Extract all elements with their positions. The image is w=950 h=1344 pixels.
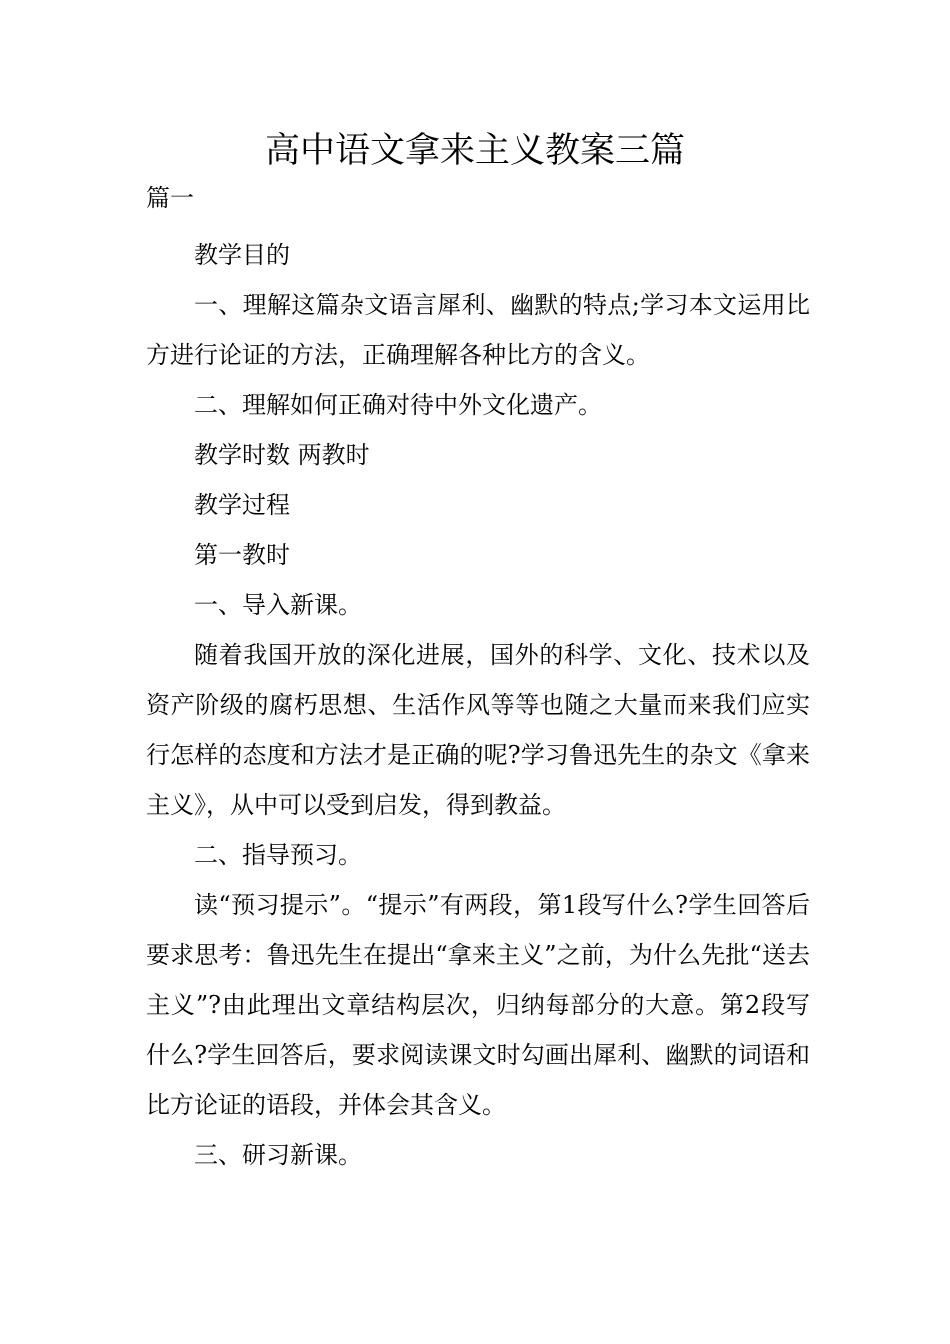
document-title: 高中语文拿来主义教案三篇 xyxy=(264,131,685,171)
paragraph-step-two-body: 读“预习提示”。“提示”有两段，第1段写什么?学生回答后要求思考：鲁迅先生在提出“拿来主义”之前，为什么先批“送去主义”?由此理出文章结构层次，归纳每部分的大意。第2段写什么?学生回答后，要求阅读课文时勾画出犀利、幽默的词语和比方论证的语段，并体会其含义。 xyxy=(146,891,810,1119)
paragraph-step-three-heading: 三、研习新课。 xyxy=(194,1141,362,1169)
paragraph-step-one-body: 随着我国开放的深化进展，国外的科学、文化、技术以及资产阶级的腐朽思想、生活作风等等也随之大量而来我们应实行怎样的态度和方法才是正确的呢?学习鲁迅先生的杂文《拿来主义》，从中可以受到启发，得到教益。 xyxy=(146,641,810,819)
paragraph-class-hours: 教学时数 两教时 xyxy=(194,441,370,469)
paragraph-step-two-heading: 二、指导预习。 xyxy=(194,841,362,869)
paragraph-goal-two: 二、理解如何正确对待中外文化遗产。 xyxy=(194,391,602,419)
document-body xyxy=(146,230,810,1180)
section-label: 篇一 xyxy=(146,184,194,212)
paragraph-step-one-heading: 一、导入新课。 xyxy=(194,591,362,619)
paragraph-goal-one: 一、理解这篇杂文语言犀利、幽默的特点;学习本文运用比方进行论证的方法，正确理解各种比方的含义。 xyxy=(146,291,810,369)
paragraph-teaching-goals-heading: 教学目的 xyxy=(194,241,290,269)
paragraph-first-class: 第一教时 xyxy=(194,541,290,569)
paragraph-process-heading: 教学过程 xyxy=(194,491,290,519)
